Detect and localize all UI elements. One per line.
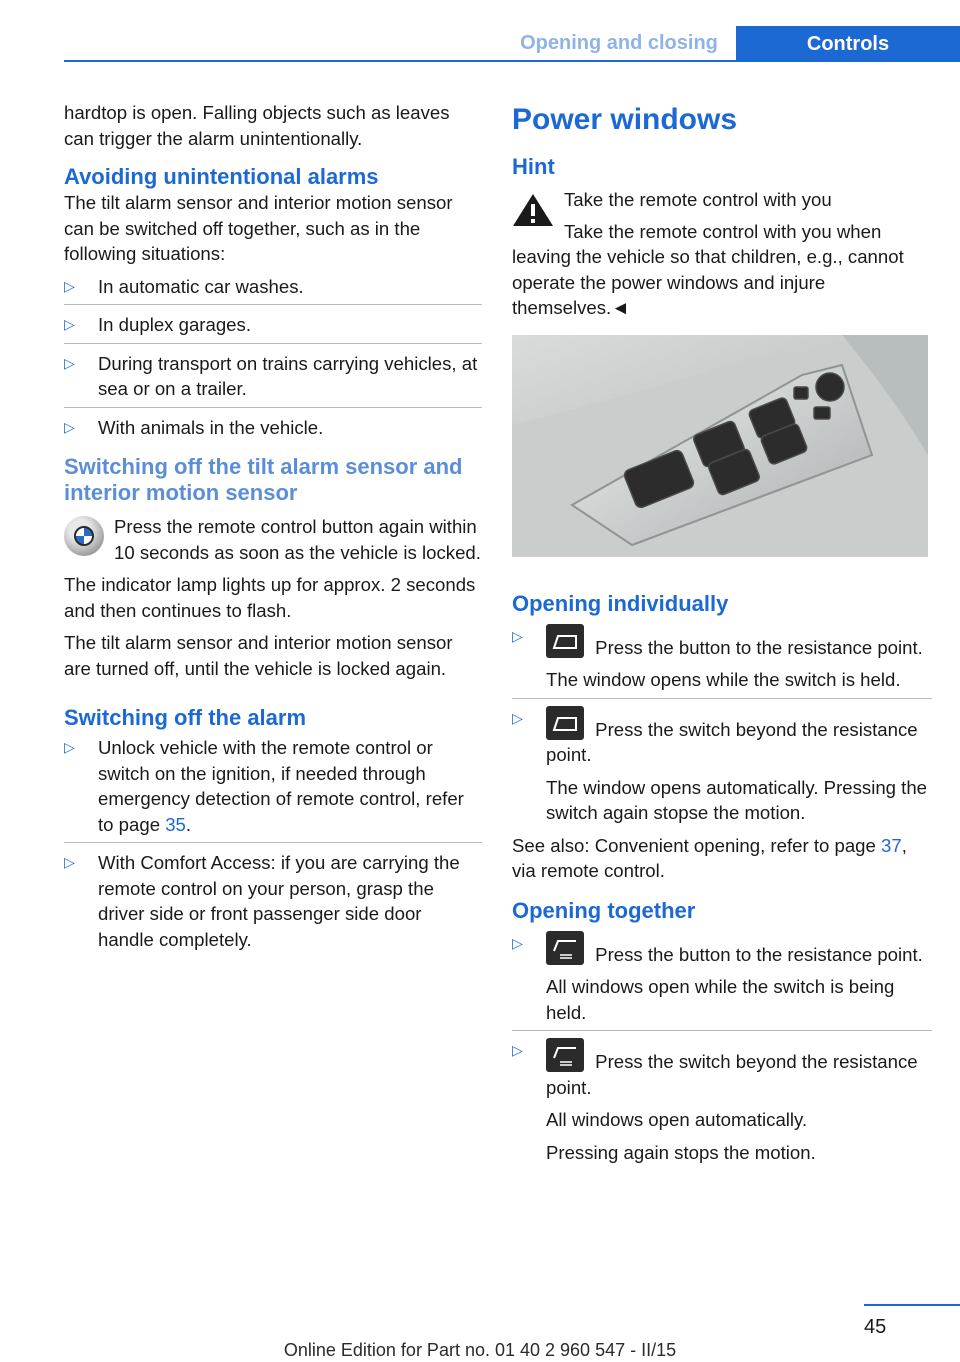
opening-together-heading: Opening together: [512, 897, 696, 923]
avoid-alarms-list: [64, 274, 482, 441]
see-also-text: See also: Convenient opening, refer to page 37, via remote control.: [512, 834, 907, 881]
list-item: ▷ In duplex garages.: [64, 312, 482, 338]
header-rule: [64, 60, 960, 62]
intro-paragraph: hardtop is open. Falling objects such as leaves can trigger the alarm unintentionally.: [64, 102, 450, 149]
avoid-alarms-heading: Avoiding unintentional alarms: [64, 164, 379, 189]
list-item-subtext: The window opens while the switch is held.: [546, 669, 901, 690]
list-divider: [512, 698, 932, 699]
list-item-subtext: The window opens automatically. Pressing the switch again stopse the motion.: [546, 776, 928, 823]
header-section-tab[interactable]: Opening and closing: [520, 31, 718, 54]
list-item-subtext: All windows open automatically.: [546, 1109, 808, 1130]
list-item: ▷ With animals in the vehicle.: [64, 415, 482, 441]
bullet-icon: ▷: [512, 934, 523, 951]
tilt-alarm-lamp-text: The indicator lamp lights up for approx. 2 seconds and then continues to flash.: [64, 574, 476, 621]
hint-block: [512, 187, 932, 321]
footer-rule: [864, 1304, 960, 1306]
door-panel-illustration: [512, 335, 928, 557]
bullet-icon: ▷: [512, 1042, 523, 1058]
list-divider: [64, 407, 482, 408]
left-column: [64, 100, 482, 959]
list-item: ▷ In automatic car washes.: [64, 274, 482, 300]
bullet-icon: ▷: [512, 709, 523, 726]
remote-lock-icon: [64, 516, 104, 556]
bullet-icon: ▷: [64, 418, 75, 435]
hint-title: Take the remote control with you: [564, 189, 832, 210]
bullet-icon: ▷: [64, 316, 75, 332]
page-link[interactable]: 37: [881, 834, 902, 856]
all-windows-switch-icon: [546, 931, 584, 965]
list-item: ▷ With Comfort Access: if you are carrying the remote control on your person, grasp the driver side or front passenger side door handle completely.: [64, 852, 460, 950]
list-item: ▷ During transport on trains carrying vehicles, at sea or on a trailer.: [64, 352, 478, 399]
hint-heading: Hint: [512, 154, 555, 179]
list-divider: [64, 842, 482, 843]
window-switch-icon: [546, 706, 584, 740]
tilt-alarm-heading: Switching off the tilt alarm sensor and interior motion sensor: [64, 454, 463, 505]
switch-off-alarm-heading: Switching off the alarm: [64, 705, 307, 730]
all-windows-switch-icon: [546, 1038, 584, 1072]
right-column: [512, 100, 932, 1172]
opening-individually-heading: Opening individually: [512, 590, 729, 616]
power-windows-title: Power windows: [512, 103, 738, 136]
page-link[interactable]: 35: [165, 813, 186, 835]
avoid-alarms-text: The tilt alarm sensor and interior motion sensor can be switched off together, such as in the following situations:: [64, 192, 453, 264]
warning-triangle-icon: [512, 193, 554, 227]
list-divider: [64, 304, 482, 305]
list-item-subtext: All windows open while the switch is being held.: [546, 976, 895, 1023]
opening-together-list: [512, 931, 932, 1166]
list-divider: [64, 343, 482, 344]
opening-individually-list: [512, 624, 932, 826]
list-item: ▷ Press the button to the resistance point. The window opens while the switch is held.: [512, 624, 932, 693]
tilt-alarm-off-text: The tilt alarm sensor and interior motion sensor are turned off, until the vehicle is locked again.: [64, 632, 453, 679]
switch-off-alarm-list: [64, 735, 482, 952]
list-divider: [512, 1030, 932, 1031]
window-switch-photo: [512, 335, 928, 557]
list-item: ▷ Press the button to the resistance point. All windows open while the switch is being held.: [512, 931, 932, 1026]
window-switch-icon: [546, 624, 584, 658]
bullet-icon: ▷: [64, 354, 75, 371]
edition-footer: Online Edition for Part no. 01 40 2 960 547 - II/15: [283, 1340, 677, 1360]
hint-text: Take the remote control with you when leaving the vehicle so that children, e.g., cannot operate the power windows and injure themselves.◄: [512, 220, 904, 318]
tilt-alarm-instruction: Press the remote control button again within 10 seconds as soon as the vehicle is locked.: [64, 514, 482, 565]
list-item-subtext: Pressing again stops the motion.: [546, 1141, 816, 1163]
list-item: ▷ Unlock vehicle with the remote control or switch on the ignition, if needed through emergency detection of remote control, refer to page 35.: [64, 737, 464, 835]
page-number: 45: [864, 1316, 887, 1338]
bullet-icon: ▷: [512, 627, 523, 644]
header-chapter-tab[interactable]: Controls: [736, 26, 960, 62]
bullet-icon: ▷: [64, 277, 75, 294]
list-item: ▷ Press the switch beyond the resistance point. All windows open automatically. Pressing again stops the motion.: [512, 1038, 932, 1165]
bullet-icon: ▷: [64, 854, 75, 870]
bullet-icon: ▷: [64, 739, 75, 755]
list-item: ▷ Press the switch beyond the resistance point. The window opens automatically. Pressing the switch again stopse the motion.: [512, 706, 932, 826]
